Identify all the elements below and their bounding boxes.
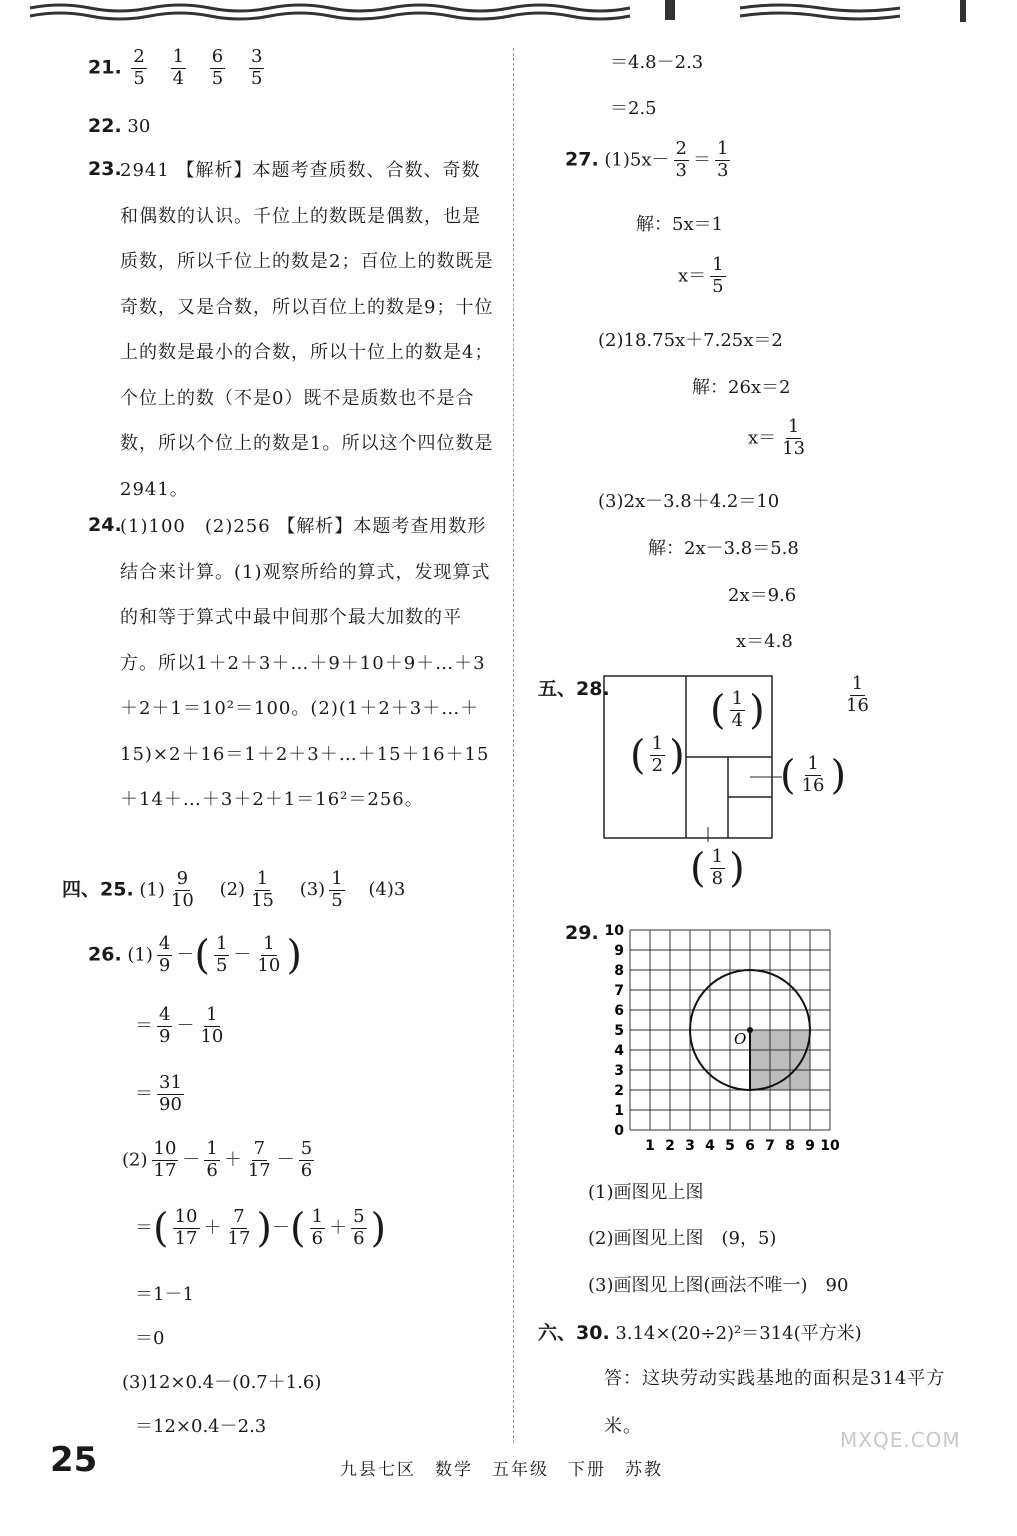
y-tick-label: 1 [614,1103,624,1119]
y-tick-label: 8 [614,963,624,979]
q24-text: (1)100 (2)256 【解析】本题考查用数形结合来计算。(1)观察所给的算式，发现算式的和等于算式中最中间那个最大加数的平方。所以1＋2＋3＋…＋9＋10＋9＋…＋3＋2＋1＝10²＝100。(2)(1＋2＋3＋…＋15)×2＋16＝1＋2＋3＋…＋15＋16＋15＋14＋…＋3＋2＋1＝16²＝256。 [120,516,491,810]
q27-line1: 27. (1)5x－ $\frac{2}{3}$ ＝ $\frac{1}{3}$ [565,138,729,181]
q27-step3: 解：26x＝2 [692,377,791,398]
x-tick-label: 1 [645,1138,655,1154]
q28-sixteenth-label: ( $\frac{1}{16}$ ) [780,752,847,799]
q26-step1: ＝ $\frac{4}{9}$ － $\frac{1}{10}$ [135,1004,224,1047]
fraction: $\frac{2}{5}$ [133,46,145,89]
q30-text: 3.14×(20÷2)²＝314(平方米) [615,1323,862,1344]
fraction: $\frac{6}{5}$ [211,46,224,89]
x-tick-label: 9 [805,1138,815,1154]
q26-step4: ＝1－1 [135,1284,194,1305]
y-tick-label: 5 [614,1023,624,1039]
q22: 22. 30 [88,115,151,137]
q27-line3: (3)2x－3.8＋4.2＝10 [598,491,780,512]
q21 [88,48,268,89]
q27-step5: 解：2x－3.8＝5.8 [648,538,799,559]
q28-eighth-label: ( $\frac{1}{8}$ ) [690,845,745,892]
x-tick-label: 10 [820,1138,840,1154]
q29-answer-2: (2)画图见上图 (9，5) [588,1228,777,1249]
q26-step5: ＝0 [135,1328,165,1349]
q26-line3: (3)12×0.4－(0.7＋1.6) [122,1372,322,1393]
q29-label: 29. [565,922,599,944]
q28-quarter-label: ( $\frac{1}{4}$ ) [710,687,765,734]
q23-text: 2941 【解析】本题考查质数、合数、奇数和偶数的认识。千位上的数既是偶数，也是质数，所以千位上的数是2；百位上的数既是奇数，又是合数，所以百位上的数是9；十位上的数是最小的合数，所以十位上的数是4；个位上的数（不是0）既不是质数也不是合数，所以个位上的数是1。所以这个四位数是2941。 [120,160,494,500]
q27-step7: x＝4.8 [736,631,793,652]
column-divider [513,48,514,1443]
footer-title: 九县七区 数学 五年级 下册 苏教 [340,1460,663,1480]
top-decoration [0,0,1017,26]
x-tick-label: 8 [785,1138,795,1154]
y-tick-label: 6 [614,1003,624,1019]
y-tick-label: 2 [614,1083,624,1099]
x-tick-label: 2 [665,1138,675,1154]
q24-label: 24. [88,514,122,536]
q30-answer: 答：这块劳动实践基地的面积是314平方米。 [604,1368,946,1437]
q26-step7: ＝4.8－2.3 [610,52,704,73]
y-tick-label: 10 [604,923,624,939]
fraction: $\frac{3}{5}$ [250,46,263,89]
page-number: 25 [50,1440,98,1480]
watermark: MXQE.COM [840,1428,961,1452]
x-tick-label: 3 [685,1138,695,1154]
q28-half-label: ( $\frac{1}{2}$ ) [630,732,685,779]
y-tick-label: 7 [614,983,624,999]
q27-step6: 2x＝9.6 [728,585,797,606]
x-tick-label: 7 [765,1138,775,1154]
q26-step2: ＝ $\frac{31}{90}$ [135,1072,182,1115]
q25: 四、25. (1) $\frac{9}{10}$ (2) $\frac{1}{15}$ (3) $\frac{1}{5}$ (4)3 [62,868,406,911]
q29-answer-3: (3)画图见上图(画法不唯一) 90 [588,1275,849,1296]
q27-step4: x＝ $\frac{1}{13}$ [748,416,806,459]
q30-line: 六、30. 3.14×(20÷2)²＝314(平方米) [538,1322,862,1344]
y-tick-label: 9 [614,943,624,959]
q28-answer: $\frac{1}{16}$ [846,673,869,716]
q27-step1: 解：5x＝1 [636,214,724,235]
q28-label: 五、28. [538,678,610,700]
y-tick-label: 3 [614,1063,624,1079]
q26-step3: ＝( $\frac{10}{17}$ ＋ $\frac{7}{17}$ )－( $\frac{1}{6}$ ＋ $\frac{5}{6}$ ) [135,1205,387,1252]
q26-step8: ＝2.5 [610,98,657,119]
y-tick-label: 4 [614,1043,624,1059]
x-tick-label: 4 [705,1138,715,1154]
q29-grid-figure [600,920,850,1155]
q27-line2: (2)18.75x＋7.25x＝2 [598,330,783,351]
q21-label: 21. [88,56,122,79]
q27-step2: x＝ $\frac{1}{5}$ [678,254,724,297]
center-label: O [734,1030,747,1048]
q26-line1: 26. (1) $\frac{4}{9}$ －( $\frac{1}{5}$ － $\frac{1}{10}$ ) [88,932,302,979]
x-tick-label: 6 [745,1138,755,1154]
q26-step6: ＝12×0.4－2.3 [135,1416,267,1437]
x-tick-label: 5 [725,1138,735,1154]
q29-answer-1: (1)画图见上图 [588,1182,704,1203]
q26-line2: (2) $\frac{10}{17}$ － $\frac{1}{6}$ ＋ $\frac{7}{17}$ － $\frac{5}{6}$ [122,1138,313,1181]
q23-label: 23. [88,158,122,180]
q22-answer: 30 [127,116,151,137]
fraction: $\frac{1}{4}$ [172,46,185,89]
center-point [747,1027,753,1033]
y-tick-label: 0 [614,1123,624,1139]
